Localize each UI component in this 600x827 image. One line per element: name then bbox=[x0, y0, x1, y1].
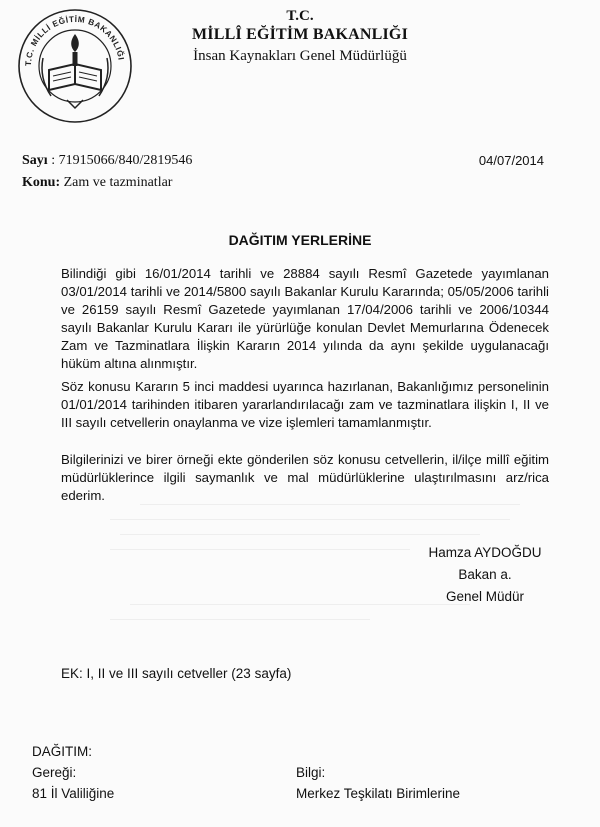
geregi-label: Gereği: bbox=[32, 765, 77, 780]
geregi-value: 81 İl Valiliğine bbox=[32, 786, 115, 801]
paragraph-2: Söz konusu Kararın 5 inci maddesi uyarınca hazırlanan, Bakanlığımız personelinin 01/01/2014 tarihinden itibaren yararlandırılacağı zam ve tazminatlara ilişkin I, II ve III sayılı cetvellerin onaylanma ve vize işlemleri tamamlanmıştır. bbox=[61, 379, 549, 430]
konu-row bbox=[22, 175, 172, 191]
header-ministry: MİLLÎ EĞİTİM BAKANLIĞI bbox=[192, 26, 408, 43]
ministry-emblem-icon bbox=[17, 8, 133, 124]
attachment-note: EK: I, II ve III sayılı cetveller (23 sayfa) bbox=[61, 666, 292, 681]
signatory-title: Genel Müdür bbox=[445, 589, 525, 604]
bilgi-value: Merkez Teşkilatı Birimlerine bbox=[296, 786, 461, 801]
logo-ring-text: T.C. MİLLİ EĞİTİM BAKANLIĞI bbox=[23, 14, 126, 67]
document-date: 04/07/2014 bbox=[478, 153, 544, 168]
signature-block bbox=[400, 542, 570, 608]
header-department: İnsan Kaynakları Genel Müdürlüğü bbox=[193, 48, 407, 64]
distribution-left bbox=[32, 741, 114, 804]
sayi-label: Sayı bbox=[22, 153, 48, 168]
paragraph-1: Bilindiği gibi 16/01/2014 tarihli ve 28884 sayılı Resmî Gazetede yayımlanan 03/01/2014 tarihli ve 2014/5800 sayılı Bakanlar Kurulu Kararında; 05/05/2006 tarihli ve 26159 sayılı Resmî Gazetede yayımlanan 17/04/2006 tarihli ve 2006/10344 sayılı Bakanlar Kurulu Kararı ile yürürlüğe konulan Devlet Memurlarına Ödenecek Zam ve Tazminatlara İlişkin Kararın 2014 yılında da aynı şekilde uygulanacağı hüküm altına alınmıştır. bbox=[61, 266, 549, 371]
ministry-logo bbox=[17, 8, 133, 124]
sayi-row bbox=[22, 153, 192, 169]
signatory-proxy: Bakan a. bbox=[458, 567, 512, 582]
signatory-name: Hamza AYDOĞDU bbox=[428, 545, 542, 560]
konu-label: Konu: bbox=[22, 175, 61, 190]
sayi-value: : 71915066/840/2819546 bbox=[51, 153, 193, 168]
distribution-heading: DAĞITIM: bbox=[32, 744, 92, 759]
addressee-title: DAĞITIM YERLERİNE bbox=[228, 232, 372, 248]
konu-value: Zam ve tazminatlar bbox=[63, 175, 173, 190]
paragraph-3: Bilgilerinizi ve birer örneği ekte gönderilen söz konusu cetvellerin, il/ilçe millî eğitim müdürlüklerince ilgili saymanlık ve mal müdürlüklerine ulaştırılmasını arz/rica ederim. bbox=[61, 452, 549, 503]
bilgi-label: Bilgi: bbox=[296, 765, 326, 780]
distribution-right bbox=[296, 762, 460, 804]
header-tc: T.C. bbox=[286, 8, 314, 24]
